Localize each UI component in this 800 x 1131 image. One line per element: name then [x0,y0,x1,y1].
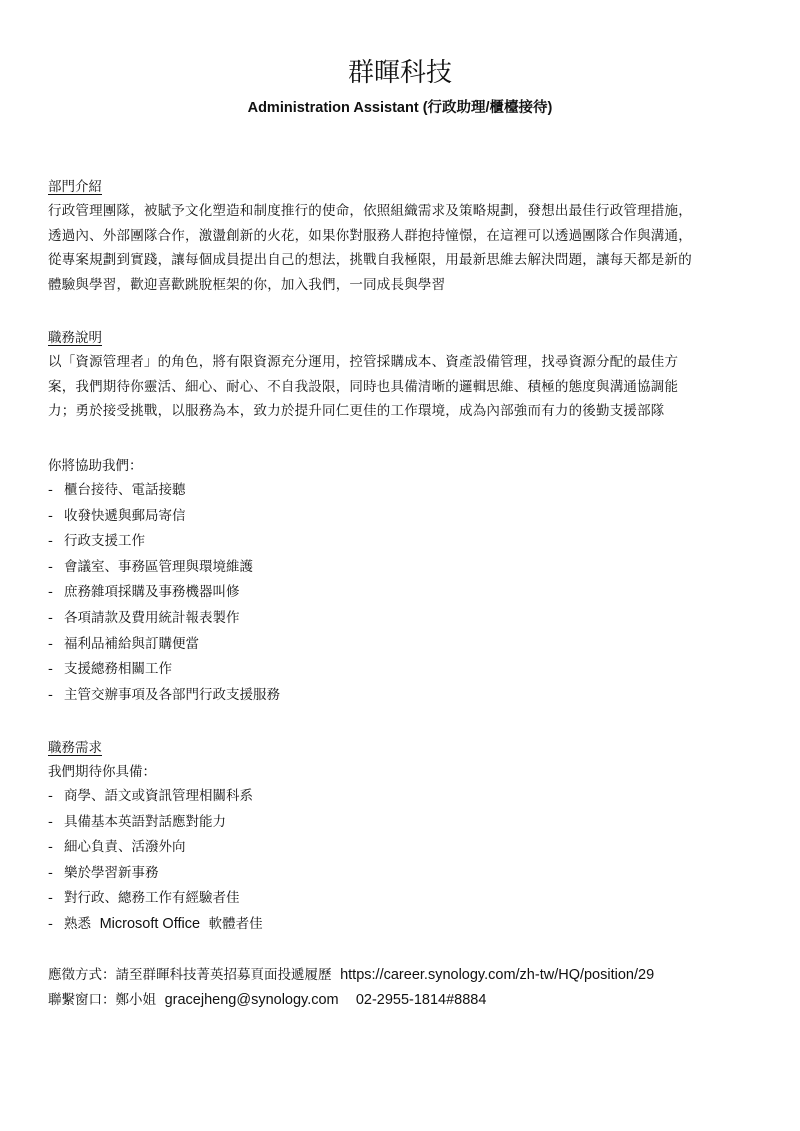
department-paragraph [48,199,758,297]
list-item: - 主管交辦事項及各部門行政支援服務 [48,686,280,703]
paragraph-line: 力；勇於接受挑戰，以服務為本，致力於提升同仁更佳的工作環境，成為內部強而有力的後勤支援部隊 [48,403,665,420]
paragraph-line: 透過內、外部團隊合作，激盪創新的火花，如果你對服務人群抱持憧憬，在這裡可以透過團隊合作與溝通， [48,227,692,244]
company-title: 群暉科技 [347,58,452,88]
contact-window [48,988,778,1013]
list-item: - 會議室、事務區管理與環境維護 [48,558,253,575]
contact-phone: 02-2955-1814#8884 [355,992,487,1008]
contact-email-link[interactable]: gracejheng@synology.com [164,992,339,1008]
assist-intro: 你將協助我們： [48,458,143,474]
paragraph-line: 體驗與學習，歡迎喜歡跳脫框架的你，加入我們，一同成長與學習 [48,276,446,293]
list-item: - 福利品補給與訂購便當 [48,635,199,652]
department-heading: 部門介紹 [48,179,102,195]
requirements-list [48,784,758,938]
list-item: - 收發快遞與郵局寄信 [48,507,186,524]
duties-section [48,326,758,424]
list-item: - 對行政、總務工作有經驗者佳 [48,890,240,907]
list-item: - 行政支援工作 [48,533,145,550]
apply-method [48,963,778,988]
list-item: - 細心負責、活潑外向 [48,839,186,856]
assist-section [48,454,758,708]
contact-label: 聯繫窗口：鄭小姐 [48,992,156,1008]
list-item: - 具備基本英語對話應對能力 [48,813,226,830]
duties-heading: 職務說明 [48,330,102,346]
list-item: - 庶務雜項採購及事務機器叫修 [48,584,240,601]
list-item: - 熟悉 Microsoft Office 軟體者佳 [48,915,263,932]
paragraph-line: 以「資源管理者」的角色，將有限資源充分運用，控管採購成本、資產設備管理，找尋資源分配的最佳方 [48,354,679,370]
department-section [48,175,758,297]
contact-section [48,963,778,1013]
requirements-heading: 職務需求 [48,740,102,756]
duties-paragraph [48,350,758,424]
paragraph-line: 行政管理團隊，被賦予文化塑造和制度推行的使命，依照組織需求及策略規劃，發想出最佳行政管理措施， [48,203,692,219]
list-item: - 各項請款及費用統計報表製作 [48,609,240,626]
office-product-name: Microsoft Office [99,915,201,932]
list-item: - 櫃台接待、電話接聽 [48,482,186,498]
list-item: - 商學、語文或資訊管理相關科系 [48,788,253,804]
career-url-link[interactable]: https://career.synology.com/zh-tw/HQ/position/29 [340,967,655,983]
paragraph-line: 從專案規劃到實踐，讓每個成員提出自己的想法，挑戰自我極限，用最新思維去解決問題，讓每天都是新的 [48,252,692,269]
position-title: Administration Assistant (行政助理/櫃檯接待) [247,100,553,116]
apply-label: 應徵方式：請至群暉科技菁英招募頁面投遞履歷 [48,967,332,983]
list-item: - 支援總務相關工作 [48,661,172,678]
requirements-section [48,736,758,938]
list-item: - 樂於學習新事務 [48,864,159,881]
assist-list [48,478,758,708]
requirements-intro: 我們期待你具備： [48,764,156,780]
paragraph-line: 案，我們期待你靈活、細心、耐心、不自我設限，同時也具備清晰的邏輯思維、積極的態度與溝通協調能 [48,378,679,395]
